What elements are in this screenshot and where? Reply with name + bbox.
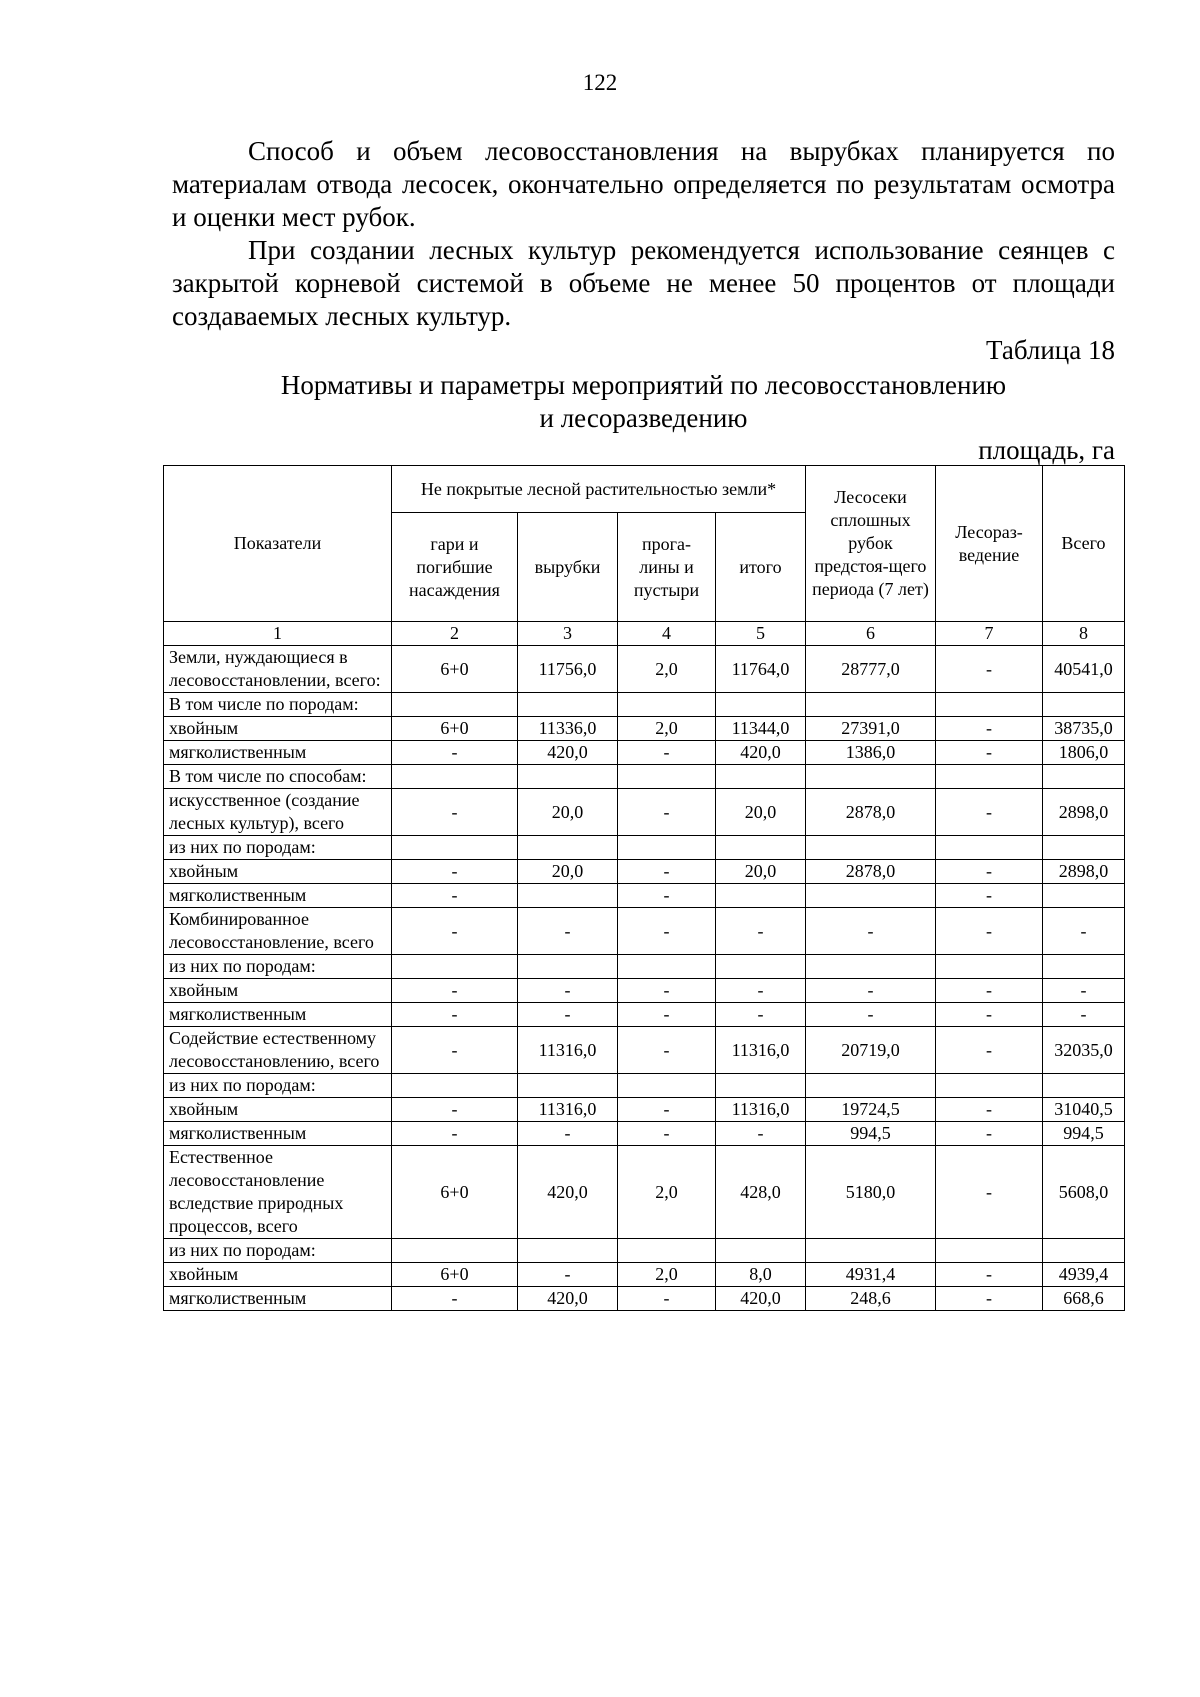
table-cell xyxy=(518,765,618,789)
page-number: 122 xyxy=(582,70,618,95)
row-label: хвойным xyxy=(164,860,392,884)
table-cell xyxy=(518,1239,618,1263)
table-row xyxy=(164,1098,1125,1122)
row-label: мягколиственным xyxy=(164,1287,392,1311)
table-cell xyxy=(936,765,1043,789)
table-row xyxy=(164,1122,1125,1146)
table-cell: 248,6 xyxy=(806,1287,936,1311)
header-indicators: Показатели xyxy=(164,466,392,622)
table-cell: 6+0 xyxy=(392,1146,518,1239)
table-cell: - xyxy=(716,1003,806,1027)
table-cell xyxy=(716,1074,806,1098)
table-cell xyxy=(1043,836,1125,860)
table-cell: - xyxy=(806,908,936,955)
row-label: искусственное (создание лесных культур), всего xyxy=(164,789,392,836)
table-cell xyxy=(618,836,716,860)
column-number: 7 xyxy=(936,622,1043,646)
table-cell: - xyxy=(618,979,716,1003)
table-cell: 20,0 xyxy=(716,860,806,884)
table-cell: 5608,0 xyxy=(1043,1146,1125,1239)
table-cell: 428,0 xyxy=(716,1146,806,1239)
header-glades: прога-лины и пустыри xyxy=(618,513,716,622)
row-label: из них по породам: xyxy=(164,955,392,979)
table-cell: 11336,0 xyxy=(518,717,618,741)
table-cell xyxy=(518,836,618,860)
table-cell: 20719,0 xyxy=(806,1027,936,1074)
table-row xyxy=(164,1074,1125,1098)
table-cell: - xyxy=(392,908,518,955)
table-cell: - xyxy=(936,979,1043,1003)
table-cell xyxy=(936,836,1043,860)
table-cell xyxy=(716,1239,806,1263)
table-cell: - xyxy=(518,908,618,955)
table-cell xyxy=(716,955,806,979)
table-cell: - xyxy=(936,1146,1043,1239)
table-cell: 6+0 xyxy=(392,1263,518,1287)
table-row xyxy=(164,836,1125,860)
table-row xyxy=(164,955,1125,979)
column-number: 2 xyxy=(392,622,518,646)
table-cell xyxy=(392,955,518,979)
table-cell: 5180,0 xyxy=(806,1146,936,1239)
table-row xyxy=(164,860,1125,884)
table-cell: 11764,0 xyxy=(716,646,806,693)
table-row xyxy=(164,884,1125,908)
table-row xyxy=(164,1146,1125,1239)
table-cell: - xyxy=(936,1122,1043,1146)
table-cell: - xyxy=(618,1098,716,1122)
table-cell: 1386,0 xyxy=(806,741,936,765)
table-cell: - xyxy=(1043,908,1125,955)
table-cell: 11316,0 xyxy=(518,1027,618,1074)
table-cell xyxy=(618,1239,716,1263)
row-label: хвойным xyxy=(164,979,392,1003)
row-label: из них по породам: xyxy=(164,1239,392,1263)
header-subtotal: итого xyxy=(716,513,806,622)
table-cell: 2,0 xyxy=(618,1263,716,1287)
table-cell: - xyxy=(716,979,806,1003)
table-cell: 4939,4 xyxy=(1043,1263,1125,1287)
table-cell: 31040,5 xyxy=(1043,1098,1125,1122)
table-cell xyxy=(936,1239,1043,1263)
table-row xyxy=(164,646,1125,693)
table-cell: 420,0 xyxy=(716,1287,806,1311)
table-cell xyxy=(618,765,716,789)
table-cell: 420,0 xyxy=(716,741,806,765)
table-cell xyxy=(806,884,936,908)
table-cell: - xyxy=(936,1287,1043,1311)
table-cell: - xyxy=(936,908,1043,955)
table-cell: - xyxy=(936,1098,1043,1122)
table-cell: - xyxy=(618,1287,716,1311)
table-row xyxy=(164,1263,1125,1287)
table-cell: 994,5 xyxy=(806,1122,936,1146)
table-cell xyxy=(936,955,1043,979)
table-cell: - xyxy=(518,1263,618,1287)
row-label: из них по породам: xyxy=(164,836,392,860)
table-cell: 1806,0 xyxy=(1043,741,1125,765)
table-cell xyxy=(392,1074,518,1098)
table-number: Таблица 18 xyxy=(986,335,1115,365)
table-cell xyxy=(518,1074,618,1098)
table-cell: 2898,0 xyxy=(1043,860,1125,884)
table-cell xyxy=(1043,1239,1125,1263)
table-cell: - xyxy=(936,1027,1043,1074)
table-cell: - xyxy=(716,908,806,955)
table-cell: - xyxy=(936,884,1043,908)
table-title-line-2: и лесоразведению xyxy=(539,403,748,433)
table-cell xyxy=(1043,765,1125,789)
table-title xyxy=(172,369,1115,435)
column-number: 1 xyxy=(164,622,392,646)
column-number: 8 xyxy=(1043,622,1125,646)
table-cell: - xyxy=(392,884,518,908)
table-cell xyxy=(806,765,936,789)
table-cell xyxy=(392,1239,518,1263)
table-cell: - xyxy=(518,1122,618,1146)
table-cell: 11316,0 xyxy=(716,1098,806,1122)
table-cell: 2,0 xyxy=(618,646,716,693)
table-cell xyxy=(618,693,716,717)
table-cell: 420,0 xyxy=(518,1146,618,1239)
table-cell: - xyxy=(806,1003,936,1027)
table-cell: - xyxy=(518,979,618,1003)
table-cell: 38735,0 xyxy=(1043,717,1125,741)
table-row xyxy=(164,1027,1125,1074)
header-total: Всего xyxy=(1043,466,1125,622)
table-cell: - xyxy=(618,789,716,836)
column-number: 4 xyxy=(618,622,716,646)
row-label: Содействие естественному лесовосстановлению, всего xyxy=(164,1027,392,1074)
table-cell: 20,0 xyxy=(716,789,806,836)
table-row xyxy=(164,908,1125,955)
forest-restoration-table xyxy=(163,465,1125,1311)
table-cell: 4931,4 xyxy=(806,1263,936,1287)
table-cell xyxy=(716,836,806,860)
table-cell: - xyxy=(392,1027,518,1074)
table-cell: - xyxy=(1043,979,1125,1003)
table-cell xyxy=(716,765,806,789)
table-cell: 11316,0 xyxy=(716,1027,806,1074)
table-cell: 2,0 xyxy=(618,1146,716,1239)
table-cell: 6+0 xyxy=(392,717,518,741)
column-number-row xyxy=(164,622,1125,646)
header-afforestation: Лесораз-ведение xyxy=(936,466,1043,622)
row-label: Земли, нуждающиеся в лесовосстановлении, всего: xyxy=(164,646,392,693)
table-cell: 420,0 xyxy=(518,741,618,765)
table-cell: - xyxy=(392,979,518,1003)
table-cell xyxy=(1043,693,1125,717)
header-clearcuts: Лесосеки сплошных рубок предстоя-щего периода (7 лет) xyxy=(806,466,936,622)
table-cell: 420,0 xyxy=(518,1287,618,1311)
units-label: площадь, га xyxy=(978,435,1115,465)
table-cell: - xyxy=(936,789,1043,836)
table-cell: 11344,0 xyxy=(716,717,806,741)
row-label: В том числе по способам: xyxy=(164,765,392,789)
table-row xyxy=(164,1003,1125,1027)
table-cell: - xyxy=(618,1027,716,1074)
table-cell: 2,0 xyxy=(618,717,716,741)
header-uncovered-lands: Не покрытые лесной растительностью земли* xyxy=(392,466,806,513)
table-cell: - xyxy=(618,741,716,765)
table-cell: - xyxy=(806,979,936,1003)
paragraph-2: При создании лесных культур рекомендуется использование сеянцев с закрытой корневой системой в объеме не менее 50 процентов от площади создаваемых лесных культур. xyxy=(172,235,1115,331)
table-row xyxy=(164,717,1125,741)
row-label: мягколиственным xyxy=(164,1003,392,1027)
table-cell xyxy=(936,1074,1043,1098)
row-label: хвойным xyxy=(164,1263,392,1287)
table-cell xyxy=(518,693,618,717)
table-cell: 668,6 xyxy=(1043,1287,1125,1311)
table-cell: 2878,0 xyxy=(806,860,936,884)
row-label: из них по породам: xyxy=(164,1074,392,1098)
table-row xyxy=(164,765,1125,789)
row-label: В том числе по породам: xyxy=(164,693,392,717)
table-row xyxy=(164,693,1125,717)
header-burned: гари и погибшие насаждения xyxy=(392,513,518,622)
table-cell: 20,0 xyxy=(518,789,618,836)
table-cell: 19724,5 xyxy=(806,1098,936,1122)
table-cell: 994,5 xyxy=(1043,1122,1125,1146)
table-cell: 2898,0 xyxy=(1043,789,1125,836)
table-cell: 27391,0 xyxy=(806,717,936,741)
column-number: 6 xyxy=(806,622,936,646)
table-body xyxy=(164,646,1125,1311)
table-cell xyxy=(392,765,518,789)
table-cell: - xyxy=(618,1122,716,1146)
table-cell: - xyxy=(392,741,518,765)
table-cell xyxy=(806,836,936,860)
table-cell: - xyxy=(716,1122,806,1146)
table-cell xyxy=(716,884,806,908)
table-cell: - xyxy=(1043,1003,1125,1027)
table-cell xyxy=(716,693,806,717)
table-cell: - xyxy=(618,1003,716,1027)
table-cell xyxy=(1043,955,1125,979)
row-label: Естественное лесовосстановление вследствие природных процессов, всего xyxy=(164,1146,392,1239)
table-cell: - xyxy=(936,741,1043,765)
table-cell: 6+0 xyxy=(392,646,518,693)
table-cell xyxy=(518,884,618,908)
table-cell: - xyxy=(392,860,518,884)
table-cell: - xyxy=(618,884,716,908)
table-cell: - xyxy=(936,1263,1043,1287)
body-text xyxy=(172,135,1115,333)
table-cell xyxy=(518,955,618,979)
row-label: мягколиственным xyxy=(164,741,392,765)
table-row xyxy=(164,1287,1125,1311)
table-cell: - xyxy=(618,908,716,955)
table-cell: - xyxy=(392,1122,518,1146)
table-title-line-1: Нормативы и параметры мероприятий по лесовосстановлению xyxy=(280,370,1007,400)
table-cell: - xyxy=(936,860,1043,884)
column-number: 3 xyxy=(518,622,618,646)
table-cell xyxy=(392,693,518,717)
table-cell: - xyxy=(518,1003,618,1027)
table-cell xyxy=(806,1239,936,1263)
row-label: мягколиственным xyxy=(164,884,392,908)
table-cell xyxy=(392,836,518,860)
table-cell xyxy=(1043,884,1125,908)
paragraph-1: Способ и объем лесовосстановления на вырубках планируется по материалам отвода лесосек, окончательно определяется по результатам осмотра и оценки мест рубок. xyxy=(172,136,1115,232)
table-row xyxy=(164,741,1125,765)
table-cell xyxy=(806,693,936,717)
table-cell: - xyxy=(936,646,1043,693)
table-cell: 40541,0 xyxy=(1043,646,1125,693)
table-cell xyxy=(1043,1074,1125,1098)
table-cell xyxy=(618,955,716,979)
column-number: 5 xyxy=(716,622,806,646)
table-cell: 2878,0 xyxy=(806,789,936,836)
table-cell: 28777,0 xyxy=(806,646,936,693)
table-cell: - xyxy=(392,1003,518,1027)
table-cell: - xyxy=(392,1287,518,1311)
table-cell: 8,0 xyxy=(716,1263,806,1287)
row-label: хвойным xyxy=(164,1098,392,1122)
row-label: мягколиственным xyxy=(164,1122,392,1146)
table-cell xyxy=(806,1074,936,1098)
table-cell: 11316,0 xyxy=(518,1098,618,1122)
table-cell: - xyxy=(936,717,1043,741)
table-cell xyxy=(806,955,936,979)
table-cell xyxy=(936,693,1043,717)
table-row xyxy=(164,979,1125,1003)
table-cell: - xyxy=(618,860,716,884)
table-cell: - xyxy=(392,789,518,836)
table-cell: 32035,0 xyxy=(1043,1027,1125,1074)
table-cell: - xyxy=(936,1003,1043,1027)
table-cell: 11756,0 xyxy=(518,646,618,693)
table-row xyxy=(164,1239,1125,1263)
row-label: Комбинированное лесовосстановление, всего xyxy=(164,908,392,955)
table-cell: 20,0 xyxy=(518,860,618,884)
row-label: хвойным xyxy=(164,717,392,741)
table-cell xyxy=(618,1074,716,1098)
header-cuttings: вырубки xyxy=(518,513,618,622)
table-row xyxy=(164,789,1125,836)
table-cell: - xyxy=(392,1098,518,1122)
